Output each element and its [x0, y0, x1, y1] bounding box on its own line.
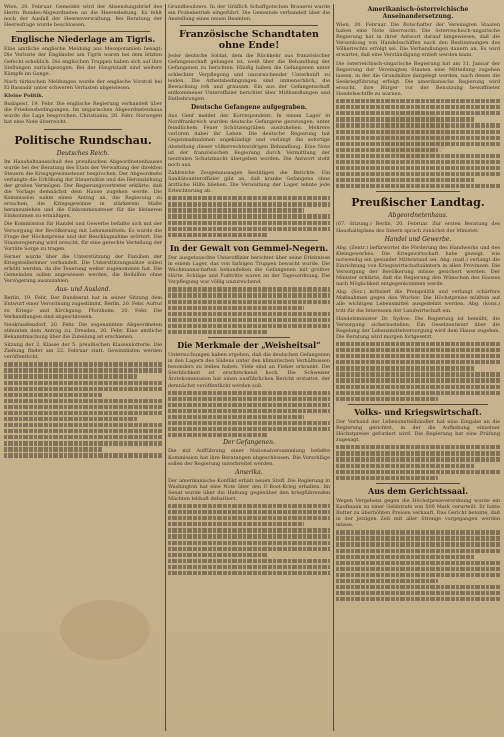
heading-amerikanisch-oesterreichisch: Amerikanisch-österreichische Auseinandersetzung. [367, 6, 469, 20]
column-rule [333, 4, 334, 731]
subheading-gefangenen: Der Gefangenen. [223, 439, 275, 447]
text-lines-filler [168, 287, 330, 334]
article-text: Handelsminister Dr. Sydow: Die Regierung ist bemüht, die Versorgung sicherzustellen. Ein Gesetzentwurf über die Regelung der Lebensmittelversorgung wird dem Hause zugehen. Die Beratung wird morgen fortgesetzt. [336, 315, 500, 340]
article-text: Untersuchungen haben ergeben, daß die deutschen Gefangenen in den Lagern des Südens unter den klimatischen Verhältnissen besonders zu leiden haben. Viele sind an Fieber erkrankt. Die Sterblichkeit ist erschreckend hoch. Die Schweizer Ärztekommission hat einen ausführlichen Bericht erstattet, der demnächst veröffentlicht werden soll. [168, 352, 330, 389]
article-text: Aus Genf meldet der Korrespondent: In einem Lager in Nordfrankreich wurden deutsche Gefangene gezwungen, unter feindlichem Feuer Schützengräben auszuheben. Mehrere verloren dabei ihr Leben. Die deutsche Regierung hat Gegenmaßnahmen angekündigt und verlangt die sofortige Abstellung dieser völkerrechtswidrigen Behandlung. Eine Note ist der französischen Regierung durch Vermittlung der neutralen Schutzmacht übergeben worden. Die Antwort steht noch aus. [168, 113, 330, 168]
divider [16, 31, 150, 32]
text-lines-filler [168, 196, 330, 237]
article-text: Berlin, 19. Febr. Der Bundesrat hat in seiner Sitzung dem Entwurf einer Verordnung zugestimmt. Berlin, 20. Febr. Aufruf zu Kriegs- und Kirchgang. Pforzheim, 20. Febr. Die Verhandlungen sind abgeschlossen. [4, 295, 162, 320]
article-text: Im Haushaltsausschuß des preußischen Abgeordnetenhauses wurde bei der Beratung des Etats der Verwaltung der direkten Steuern die Kriegsgewinnsteuer besprochen. Der Abgeordnete verlangte die Erhöhung der Steuersätze und die Heranziehung der großen Vermögen. Der Regierungsvertreter erklärte, daß die Vorlage demnächst dem Hause zugehen werde. Die Kommission nahm einen Antrag an, die Regierung zu ersuchen, die Kriegsgewinne in stärkerem Maße heranzuziehen und die Einkommensteuer für die kleineren Einkommen zu ermäßigen. [4, 158, 162, 220]
column-rule [165, 4, 166, 731]
heading-volks-kriegswirtschaft: Volks- und Kriegswirtschaft. [354, 406, 482, 417]
subheading-abgeordnetenhaus: Abgeordnetenhaus. [388, 212, 448, 220]
column-3 [336, 4, 500, 731]
article-text: Die österreichisch-ungarische Regierung hat am 31. Januar der Regierung der Vereinigten Staaten eine Mitteilung zugehen lassen, in der die Grundsätze dargelegt werden, nach denen die Seekriegführung erfolgt. Die amerikanische Regierung wird ersucht, ihre Bürger vor der Benutzung bewaffneter Handelsschiffe zu warnen. [336, 60, 500, 98]
heading-franzoesische-schandtaten: Französische Schandtaten ohne Ende! [179, 29, 319, 52]
article-text: Abg. (Soz.) kritisiert die Preispolitik und verlangt schärfere Maßnahmen gegen den Wucher. Die Höchstpreise müßten auf alle wichtigen Lebensmittel ausgedehnt werden. Abg. (kons.) tritt für die Interessen der Landwirtschaft ein. [336, 289, 500, 314]
divider [180, 240, 318, 241]
article-text: Zahlreiche Zeugenaussagen bestätigen die Berichte. Ein Sanitätsunteroffizier gibt an, daß kranke Gefangene ohne ärztliche Hilfe blieben. Die Verwaltung der Lager lehnte jede Erleichterung ab. [168, 169, 330, 195]
article-text: Abg. (Zentr.) befürwortet die Förderung des Handwerks und des Kleingewerbes. Die Kriegswirtschaft habe gezeigt, wie notwendig ein gesunder Mittelstand sei. Abg. (natl.) verlangt die Einrichtung von Kriegswirtschaftsämtern in allen Provinzen. Die Versorgung der Bevölkerung müsse gesichert werden. Der Minister erklärte, daß die Regierung den Wünschen des Hauses nach Möglichkeit entgegenkommen werde. [336, 244, 500, 288]
heading-politische-rundschau: Politische Rundschau. [14, 133, 152, 147]
article-text: Eine amtliche englische Meldung aus Mesopotamien besagt: Die Verluste der Engländer am Tigris waren bei dem letzten Gefecht erheblich. Die englischen Truppen haben sich auf ihre Stellungen zurückgezogen. Bei der Hauptstadt sind weitere Kämpfe im Gange. [4, 46, 162, 77]
article-text: Nach türkischen Meldungen wurde der englische Vorstoß bei El Bassadir unter schweren Verlusten abgewiesen. [4, 78, 162, 91]
article-text: Wegen Vergehens gegen die Höchstpreisverordnung wurde ein Kaufmann zu einer Geldstrafe von 500 Mark verurteilt. Er hatte Butter zu überhöhten Preisen verkauft. Das Gericht betonte, daß in der jetzigen Zeit mit aller Strenge vorgegangen werden müsse. [336, 497, 500, 529]
article-text: Sitzung der 2. Klasse der 5. preußischen Klassenlotterie. Die Ziehung findet am 22. Februar statt. Gewinnlisten werden veröffentlicht. [4, 342, 162, 361]
article-text [4, 93, 162, 99]
article-text: Der amerikanische Konflikt erhält neuen Stoff. Die Regierung in Washington hat eine Note über den U-Boot-Krieg erhalten. Im Senat wurde über die Haltung gegenüber den kriegführenden Mächten lebhaft debattiert. [168, 477, 330, 502]
text-lines-filler [336, 99, 500, 188]
article-text: Der ausgetauschte Unteroffizier berichtet über seine Erlebnisse in einem Lager, das von farbigen Truppen bewacht wurde. Die Wachmannschaften behandelten die Gefangenen mit größter Härte. Schläge und Fußtritte waren an der Tagesordnung. Die Verpflegung war völlig unzureichend. [168, 254, 330, 286]
divider [376, 191, 460, 192]
divider [348, 404, 488, 405]
kleine-politik-label: Kleine Politik. [4, 93, 44, 100]
subheading-handel-gewerbe: Handel und Gewerbe. [384, 235, 452, 243]
subheading-deutsches-reich: Deutsches Reich. [56, 149, 110, 157]
article-text: Die Kommission für Handel und Gewerbe befaßte sich mit der Versorgung der Bevölkerung mit Lebensmitteln. Es wurde die Frage der Höchstpreise und der Beschlagnahme erörtert. Die Staatsregierung wird ersucht, für eine gerechte Verteilung der Vorräte Sorge zu tragen. [4, 221, 162, 252]
subheading-amerika: Amerika. [235, 468, 263, 476]
divider [208, 337, 290, 338]
heading-gemmel-negern: In der Gewalt von Gemmel-Negern. [169, 242, 329, 253]
article-text: Wien, 20. Februar. Die Botschafter der Vereinigten Staaten haben eine Note überreicht. Die österreichisch-ungarische Regierung hat in ihrer Antwort darauf hingewiesen, daß die Versenkung von Handelsschiffen nach den Bestimmungen des Völkerrechts erfolgt sei. Die Verhandlungen dauern an. Es wird erwartet, daß eine Verständigung erzielt werden kann. [336, 22, 500, 59]
article-text: Jeder deutsche Soldat, dem die Rückkehr aus französischer Gefangenschaft gelungen ist, weiß über die Behandlung der Gefangenen zu berichten. Häufig haben die Gefangenen unter schlechter Verpflegung und unzureichender Unterkunft zu leiden. Die Arbeitsbedingungen sind unmenschlich, die Bewachung roh und grausam. Ein aus der Gefangenschaft entkommener Unteroffizier berichtet über Mißhandlungen und Entbehrungen. [168, 53, 330, 102]
heading-preussischer-landtag: Preußischer Landtag. [351, 196, 485, 210]
text-lines-filler [336, 342, 500, 401]
article-text: Ferner wurde über die Unterstützung der Familien der Kriegsteilnehmer verhandelt. Die Unterstützungssätze sollen erhöht werden, da die Teuerung weiter zugenommen hat. Die Gemeinden sollen angewiesen werden, die Beihilfen ohne Verzögerung auszuzahlen. [4, 253, 162, 285]
column-2 [168, 4, 330, 731]
subheading-gefangene: Deutsche Gefangene aufgegraben. [190, 104, 308, 112]
article-text: Der Verband der Lebensmittelhändler hat eine Eingabe an die Regierung gerichtet, in der die Aufhebung einzelner Höchstpreise gefordert wird. Die Regierung hat eine Prüfung zugesagt. [336, 418, 500, 444]
text-lines-filler [168, 391, 330, 438]
article-text: Neukraußendorf, 20. Febr. Die sogenannten Abgeordneten stimmten dem Antrag zu. Dresden, 20. Febr. Eine amtliche Bekanntmachung über die Zuteilung ist erschienen. [4, 321, 162, 340]
heading-weisheitsal: Die Merkmale der „Weisheitsal“ [177, 340, 321, 351]
heading-gerichtssaal: Aus dem Gerichtssaal. [367, 485, 468, 496]
divider [44, 129, 122, 130]
text-lines-filler [168, 504, 330, 575]
column-1 [4, 4, 162, 731]
text-lines-filler [336, 530, 500, 601]
divider [376, 483, 460, 484]
text-lines-filler [4, 362, 162, 457]
heading-tigris: Englische Niederlage am Tigris. [10, 34, 156, 45]
subheading-ausland: Aus- und Ausland. [55, 286, 111, 294]
article-text: (67. Sitzung.) Berlin, 20. Februar. Zur ersten Beratung des Haushaltsplans des Innern sprach zunächst der Minister. [336, 221, 500, 234]
article-text: Die mit Aufführung einer Nationalversammlung befaßte Kommission hat ihre Beratungen abgeschlossen. Die Vorschläge sollen der Regierung unterbreitet werden. [168, 448, 330, 467]
divider [180, 25, 318, 26]
article-text: Grundbesitzers. In der Gräflich Schaffgotschen Brauerei wurde ein Probebetrieb eingeführt. Die Gemeinde verhandelt über die Anstellung eines neuen Beamten. [168, 4, 330, 23]
article-text: Wien, 20. Februar. Gemeldet wird der Absendungsbrief des Herrn Bundes-Abgeordneten an die Heeresleitung. Es fehlt noch der Ausfall der Heeresverwaltung. Bei Beratung der Heeresfrage wurde beschlossen. [4, 4, 162, 29]
text-lines-filler [336, 445, 500, 480]
article-text: Budapest, 19. Febr. Die englische Regierung verhandelt über die Friedensbedingungen. Im ungarischen Abgeordnetenhaus wurde die Lage besprochen. Christiania, 20. Febr. Norwegen hat eine Note überreicht. [4, 101, 162, 126]
